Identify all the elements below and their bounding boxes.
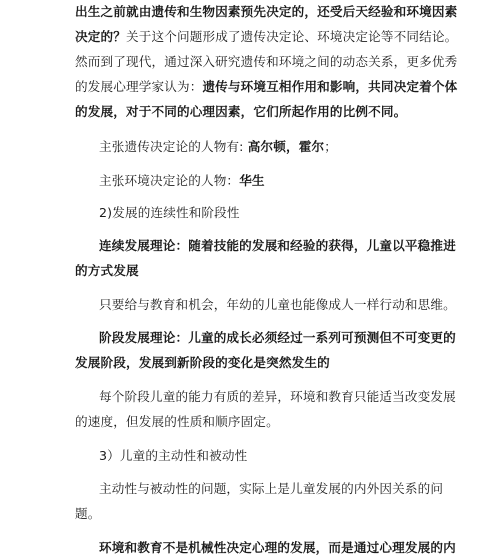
- bold-text: 高尔顿，霍尔: [247, 139, 325, 154]
- text-line: [75, 79, 457, 95]
- body-text: 的发展心理学家认为：: [75, 79, 203, 94]
- bold-text: 环境和教育不是机械性决定心理的发展，而是通过心理发展的内: [99, 540, 456, 555]
- text-line: [99, 238, 456, 254]
- bold-text: 遗传与环境互相作用和影响，共同决定着个体: [202, 79, 458, 94]
- body-text: 关于这个问题形成了遗传决定论、环境决定论等不同结论。: [125, 29, 458, 44]
- text-line: [99, 297, 456, 313]
- text-line: [99, 139, 337, 155]
- bold-text: 华生: [239, 173, 265, 188]
- text-line: [99, 173, 265, 189]
- bold-text: 连续发展理论：随着技能的发展和经验的获得，儿童以平稳推进: [99, 238, 456, 253]
- body-text: 的速度，但发展的性质和顺序固定。: [75, 414, 279, 429]
- text-line: [75, 506, 101, 522]
- bold-text: 阶段发展理论：儿童的成长必须经过一系列可预测但不可变更的: [99, 330, 456, 345]
- text-line: [75, 29, 457, 45]
- body-text: 然而到了现代，通过深入研究遗传和环境之间的动态关系，更多优秀: [75, 54, 458, 69]
- body-text: ；: [324, 139, 337, 154]
- text-line: [75, 263, 139, 279]
- bold-text: 出生之前就由遗传和生物因素预先决定的，还受后天经验和环境因素: [75, 4, 458, 19]
- body-text: 主动性与被动性的问题，实际上是儿童发展的内外因关系的问: [99, 481, 444, 496]
- section-heading: [99, 205, 240, 221]
- bold-text: 的方式发展: [75, 263, 139, 278]
- section-heading: [99, 448, 247, 464]
- bold-text: 发展阶段，发展到新阶段的变化是突然发生的: [75, 355, 330, 370]
- body-text: 主张遗传决定论的人物有:: [99, 139, 248, 154]
- body-text: 只要给与教育和机会，年幼的儿童也能像成人一样行动和思维。: [99, 297, 456, 312]
- text-line: [75, 4, 457, 20]
- text-line: [99, 330, 456, 346]
- text-line: [75, 54, 457, 70]
- body-text: 主张环境决定论的人物：: [99, 173, 240, 188]
- text-line: [99, 389, 456, 405]
- body-text: 题。: [75, 506, 101, 521]
- body-text: 3）儿童的主动性和被动性: [99, 448, 248, 463]
- body-text: 每个阶段儿童的能力有质的差异，环境和教育只能适当改变发展: [99, 389, 456, 404]
- text-line: [99, 481, 443, 497]
- text-line: [75, 414, 279, 430]
- bold-text: 决定的？: [75, 29, 126, 44]
- bold-text: 的发展，对于不同的心理因素，它们所起作用的比例不同。: [75, 104, 407, 119]
- body-text: 2)发展的连续性和阶段性: [99, 205, 240, 220]
- text-line: [75, 355, 330, 371]
- text-line: [75, 104, 406, 120]
